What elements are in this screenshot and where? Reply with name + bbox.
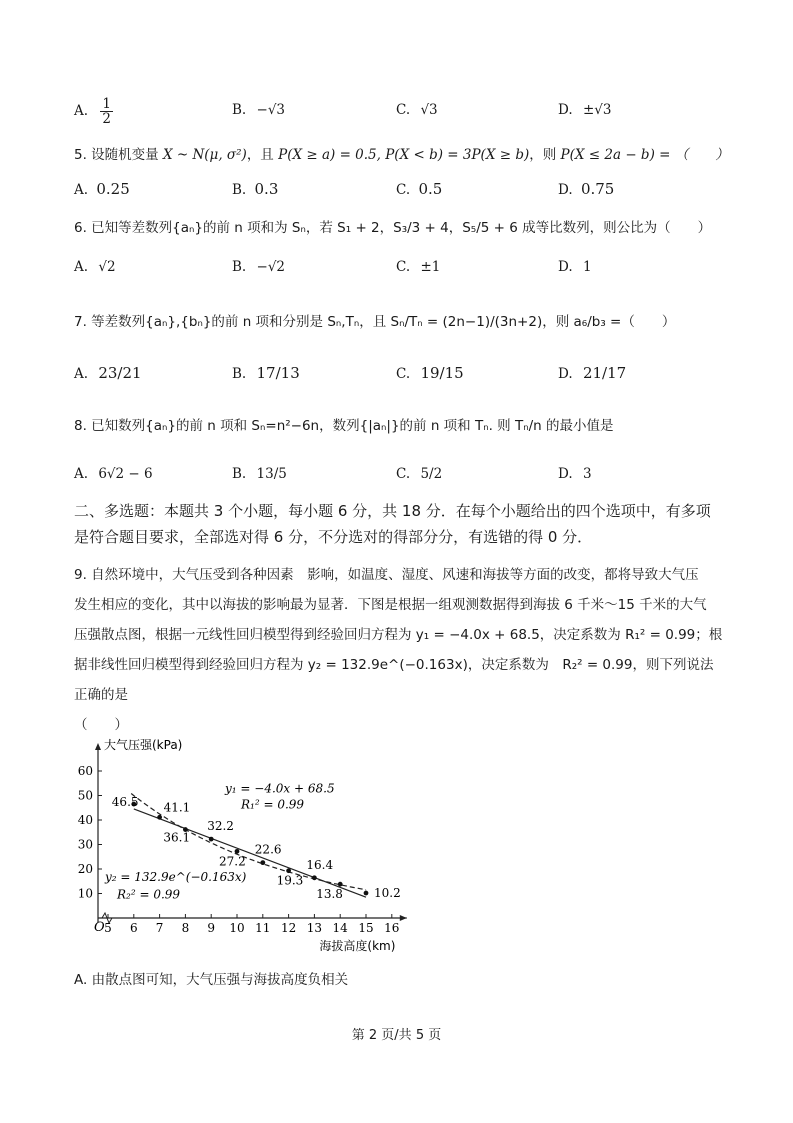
linear-fit-line (134, 809, 366, 897)
data-label: 22.6 (254, 842, 282, 857)
section-2-heading: 二、多选题：本题共 3 个小题，每小题 6 分，共 18 分．在每个小题给出的四个选项中，有多项是符合题目要求，全部选对得 6 分，不分选对的得部分分，有选错的得 0 分． (74, 502, 711, 546)
data-label: 19.3 (276, 873, 304, 888)
q9-option-a: A. 由散点图可知，大气压强与海拔高度负相关 (74, 972, 349, 988)
data-label: 32.2 (207, 819, 234, 834)
data-point (209, 837, 214, 842)
q5-option-b: B. 0.3 (232, 180, 279, 198)
data-label: 41.1 (163, 800, 191, 815)
q4-option-d: D. ±√3 (558, 102, 612, 118)
x-tick-label: 13 (306, 921, 323, 935)
q4-option-a-value: $\frac{1}{2}$ (102, 96, 111, 128)
q9-line-3: 压强散点图，根据一元线性回归模型得到经验回归方程为 y₁ = −4.0x + 68.5，决定系数为 R₁² = 0.99；根 (74, 627, 723, 643)
q9-line-4: 据非线性回归模型得到经验回归方程为 y₂ = 132.9e^(−0.163x)，决定系数为 R₂² = 0.99，则下列说法正确的是 (74, 657, 714, 703)
pressure-altitude-chart (70, 735, 450, 960)
exp-fit-equation: y₂ = 132.9e^(−0.163x) (105, 869, 247, 884)
x-axis-arrow (400, 915, 407, 921)
question-9-text (74, 560, 724, 740)
data-point (286, 868, 291, 873)
q8-option-d: D. 3 (558, 466, 592, 482)
linear-fit-r2: R₁² = 0.99 (241, 797, 305, 812)
q7-option-d: D. 21/17 (558, 364, 627, 382)
x-tick-label: 7 (155, 921, 164, 935)
q8-option-a: A. 6√2 − 6 (74, 466, 153, 482)
data-label: 13.8 (316, 887, 343, 902)
y-tick-label: 10 (77, 886, 93, 901)
q7-option-a: A. 23/21 (74, 364, 142, 382)
y-tick-label: 30 (77, 837, 93, 852)
q6-option-c: C. ±1 (396, 259, 441, 275)
x-tick-label: 12 (280, 921, 297, 935)
q8-option-b: B. 13/5 (232, 466, 287, 482)
q9-line-2: 发生相应的变化，其中以海拔的影响最为显著．下图是根据一组观测数据得到海拔 6 千米～15 千米的大气 (74, 597, 707, 613)
y-tick-label: 40 (77, 813, 93, 827)
x-tick-label: 8 (181, 921, 190, 935)
exp-fit-r2: R₂² = 0.99 (117, 887, 181, 902)
q5-option-a: A. 0.25 (74, 180, 130, 198)
linear-fit-equation: y₁ = −4.0x + 68.5 (225, 781, 335, 796)
x-tick-label: 14 (332, 921, 348, 935)
x-tick-label: 16 (384, 921, 400, 935)
x-tick-label: 5 (104, 921, 112, 935)
data-point (312, 875, 317, 880)
x-tick-label: 10 (229, 921, 245, 935)
x-tick-label: 15 (358, 921, 374, 935)
y-tick-label: 50 (77, 788, 93, 803)
q9-line-1: 9. 自然环境中，大气压受到各种因素 影响，如温度、湿度、风速和海拔等方面的改变，都将导致大气压 (74, 567, 699, 583)
data-label: 36.1 (163, 830, 191, 845)
data-point (260, 860, 265, 865)
data-label: 10.2 (374, 886, 401, 901)
data-point (235, 849, 240, 854)
q7-option-b: B. 17/13 (232, 364, 300, 382)
data-label: 27.2 (219, 854, 246, 869)
q5-option-c: C. 0.5 (396, 180, 443, 198)
data-label: 46.5 (111, 795, 139, 810)
q7-option-c: C. 19/15 (396, 364, 464, 382)
q9-line-5: （ ） (74, 717, 128, 733)
data-point (364, 891, 369, 896)
q6-option-d: D. 1 (558, 259, 592, 275)
question-5: 5. 设随机变量 X ~ N(μ, σ²)，且 P(X ≥ a) = 0.5, P(X < b) = 3P(X ≥ b)，则 P(X ≤ 2a − b) = （ ） (74, 147, 729, 163)
question-7: 7. 等差数列{aₙ},{bₙ}的前 n 项和分别是 Sₙ,Tₙ，且 Sₙ/Tₙ = (2n−1)/(3n+2)，则 a₆/b₃ =（ ） (74, 314, 676, 330)
x-tick-label: 6 (129, 921, 138, 935)
q8-option-c: C. 5/2 (396, 466, 443, 482)
question-8: 8. 已知数列{aₙ}的前 n 项和 Sₙ=n²−6n，数列{|aₙ|}的前 n 项和 Tₙ. 则 Tₙ/n 的最小值是 (74, 418, 614, 434)
x-tick-label: 11 (255, 921, 271, 935)
data-point (157, 815, 162, 820)
q4-option-b: B. −√3 (232, 102, 286, 118)
y-tick-label: 20 (77, 862, 93, 876)
q4-option-a: A. $\frac{1}{2}$ (74, 96, 111, 128)
y-axis-title: 大气压强(kPa) (104, 738, 183, 752)
x-tick-label: 9 (207, 921, 216, 935)
q5-option-d: D. 0.75 (558, 180, 615, 198)
x-axis-title: 海拔高度(km) (319, 939, 396, 953)
page-footer: 第 2 页/共 5 页 (351, 1028, 442, 1043)
y-tick-label: 60 (77, 764, 93, 778)
data-label: 16.4 (306, 857, 334, 872)
q6-option-a: A. √2 (74, 259, 116, 275)
y-axis-arrow (95, 743, 101, 750)
data-point (338, 882, 343, 887)
question-6: 6. 已知等差数列{aₙ}的前 n 项和为 Sₙ，若 S₁ + 2，S₃/3 + 4，S₅/5 + 6 成等比数列，则公比为（ ） (74, 220, 712, 236)
origin-label: O (94, 920, 105, 935)
q4-option-c: C. √3 (396, 102, 438, 118)
q6-option-b: B. −√2 (232, 259, 286, 275)
